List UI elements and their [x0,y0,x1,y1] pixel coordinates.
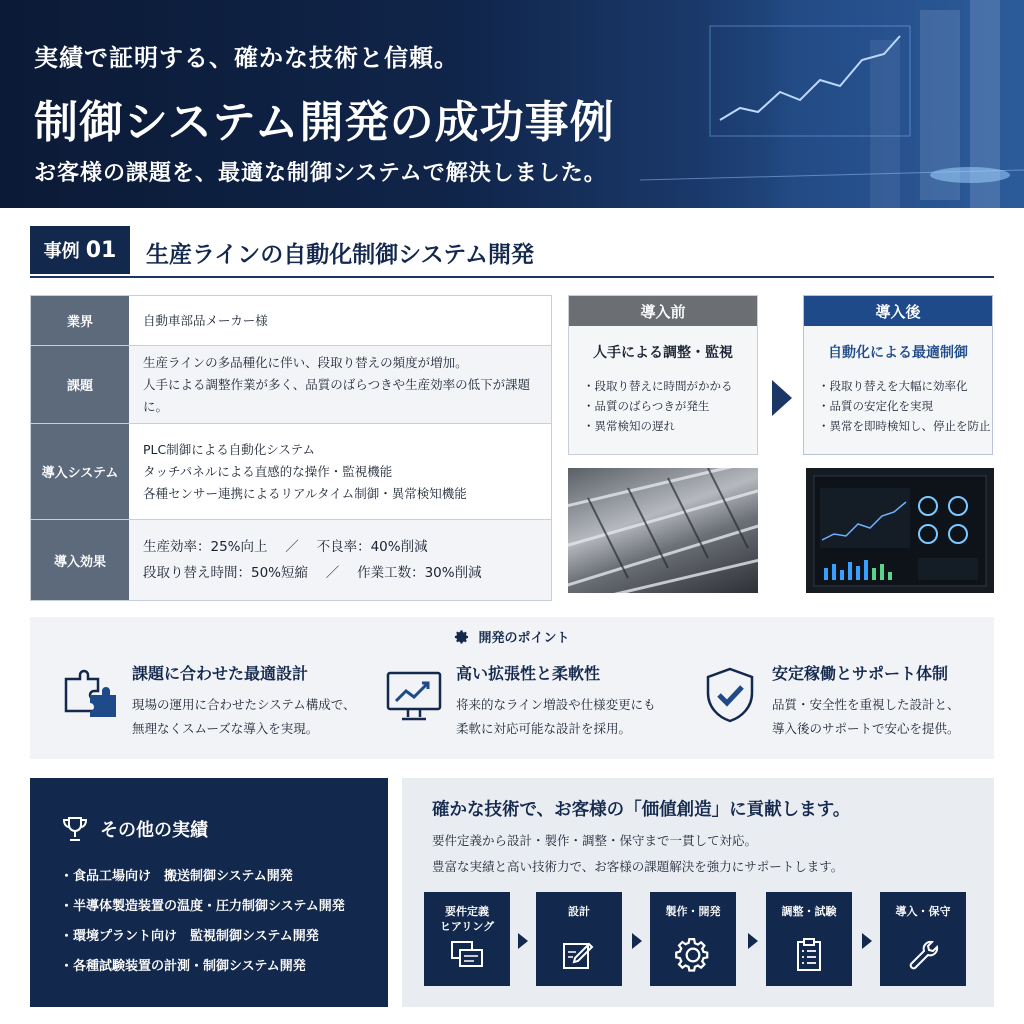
points-header-label: 開発のポイント [478,631,570,646]
arrow-right-icon [862,933,872,949]
value-heading: 確かな技術で、お客様の「価値創造」に貢献します。 [432,800,851,820]
arrow-right-icon [772,380,792,416]
point-desc [456,693,656,741]
info-line: PLC制御による自動化システム [143,441,315,457]
value-line: 要件定義から設計・製作・調整・保守まで一貫して対応。 [432,833,758,848]
case-info-table [30,295,552,601]
point-desc [772,693,960,741]
info-line: 各種センサー連携によるリアルタイム制御・異常検知機能 [143,485,467,501]
list-item: ・品質のばらつきが発生 [583,399,710,413]
after-lead: 自動化による最適制御 [828,345,968,361]
process-step [766,892,852,986]
point-desc-line: 導入後のサポートで安心を提供。 [772,721,960,736]
info-row-issue [31,346,551,424]
info-label: 業界 [31,296,129,345]
gear-icon [454,629,470,645]
after-list [818,376,992,436]
point-desc-line: 柔軟に対応可能な設計を採用。 [456,721,632,736]
list-item: ・半導体製造装置の温度・圧力制御システム開発 [60,899,345,914]
arrow-right-icon [518,933,528,949]
list-item: ・食品工場向け 搬送制御システム開発 [60,869,293,884]
info-row-effect [31,520,551,600]
point-desc-line: 将来的なライン増設や仕様変更にも [456,697,656,712]
monitor-chart-icon [384,665,444,725]
list-item: ・異常検知の遅れ [583,419,675,433]
hero-background-image [640,0,1024,208]
other-results [30,778,388,1007]
hero-subtitle: お客様の課題を、最適な制御システムで解決しました。 [34,161,607,186]
case-badge-number: 01 [85,237,117,263]
list-item: ・段取り替えに時間がかかる [583,379,733,393]
point-desc-line: 現場の運用に合わせたシステム構成で、 [132,697,356,712]
info-line: 人手による調整作業が多く、品質のばらつきや生産効率の低下が課題に。 [143,376,531,414]
value-section [402,778,994,1007]
info-row-industry [31,296,551,346]
trophy-icon [60,814,90,844]
case-header [30,226,994,278]
arrow-right-icon [748,933,758,949]
info-line: 自動車部品メーカー様 [143,312,268,328]
info-value [129,424,551,519]
hero-banner [0,0,1024,208]
point-desc [132,693,356,741]
info-value [129,296,551,345]
hero-title: 制御システム開発の成功事例 [34,97,615,148]
point-item [700,657,1000,747]
case-badge [30,226,130,274]
wrench-icon [904,936,942,974]
chat-icon [448,936,486,974]
step-label: 設計 [568,905,590,918]
shield-check-icon [700,665,760,725]
info-label: 課題 [31,346,129,423]
point-title: 課題に合わせた最適設計 [132,664,309,683]
other-results-title: その他の実績 [100,820,208,841]
process-step [880,892,966,986]
info-line: タッチパネルによる直感的な操作・監視機能 [143,463,393,479]
points-header [30,627,994,646]
list-item: ・各種試験装置の計測・制御システム開発 [60,959,306,974]
point-title: 安定稼働とサポート体制 [772,664,949,683]
info-value [129,346,551,423]
gear-icon [674,936,712,974]
other-results-header [60,814,208,844]
list-item: ・異常を即時検知し、停止を防止 [818,419,991,433]
list-item: ・環境プラント向け 監視制御システム開発 [60,929,319,944]
point-desc-line: 無理なくスムーズな導入を実現。 [132,721,319,736]
point-item [384,657,684,747]
case-title: 生産ラインの自動化制御システム開発 [146,242,535,268]
info-label: 導入効果 [31,520,129,600]
point-desc-line: 品質・安全性を重視した設計と、 [772,697,960,712]
step-label: 導入・保守 [895,905,951,918]
point-title: 高い拡張性と柔軟性 [456,664,601,683]
case-badge-label: 事例 [43,241,80,262]
process-step [650,892,736,986]
after-header: 導入後 [804,296,992,326]
info-line: 生産ラインの多品種化に伴い、段取り替えの頻度が増加。 [143,354,468,370]
step-label: 要件定義 ヒアリング [439,905,495,933]
control-dashboard-photo [806,468,994,593]
production-line-photo [568,468,758,593]
clipboard-icon [790,936,828,974]
before-header: 導入前 [569,296,757,326]
list-item: ・段取り替えを大幅に効率化 [818,379,968,393]
process-step [536,892,622,986]
info-label: 導入システム [31,424,129,519]
development-points [30,617,994,759]
value-line: 豊富な実績と高い技術力で、お客様の課題解決を強力にサポートします。 [432,859,844,874]
hero-tagline: 実績で証明する、確かな技術と信頼。 [34,44,459,72]
arrow-right-icon [632,933,642,949]
after-card [803,295,993,455]
value-description [432,828,843,880]
info-value [129,520,551,600]
before-card [568,295,758,455]
step-label: 製作・開発 [665,905,721,918]
before-list [583,376,757,436]
step-label: 調整・試験 [781,905,837,918]
info-line: 段取り替え時間：50%短縮 ／ 作業工数：30%削減 [143,565,482,581]
list-item: ・品質の安定化を実現 [818,399,933,413]
other-results-list [60,862,345,982]
before-lead: 人手による調整・監視 [593,345,733,361]
puzzle-icon [60,665,120,725]
pencil-icon [560,936,598,974]
info-line: 生産効率：25%向上 ／ 不良率：40%削減 [143,539,428,555]
process-step [424,892,510,986]
info-row-system [31,424,551,520]
point-item [60,657,360,747]
